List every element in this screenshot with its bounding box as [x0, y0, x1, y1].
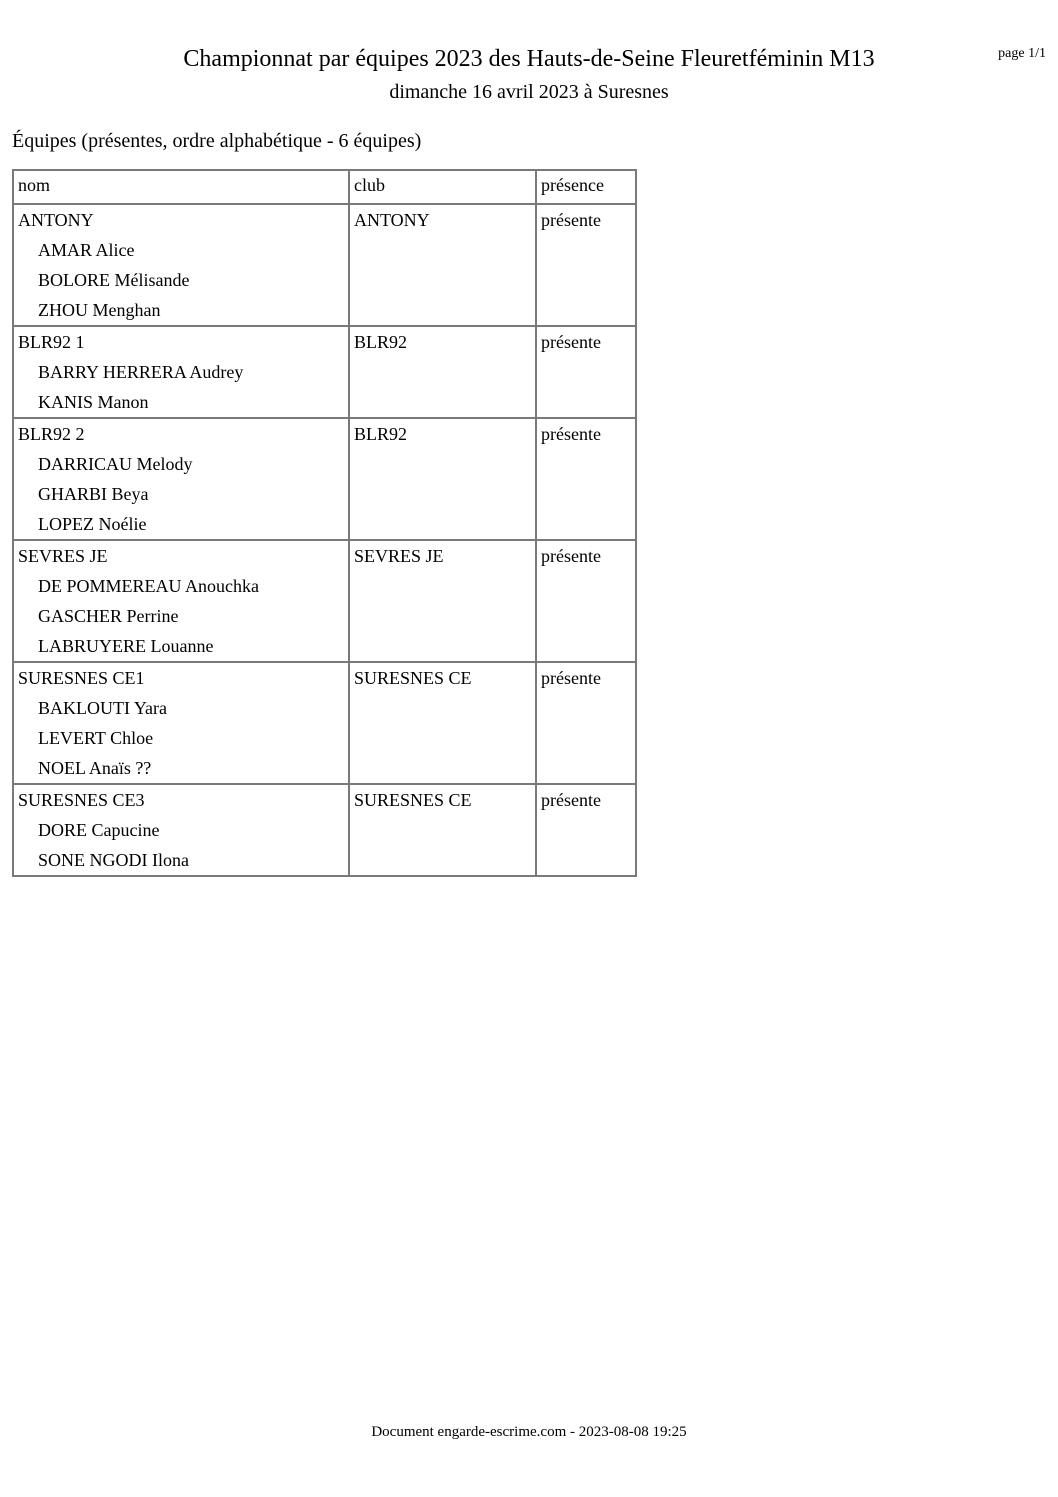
column-header-presence: présence [536, 170, 636, 204]
team-member: BOLORE Mélisande [38, 270, 190, 290]
team-cell [13, 418, 349, 540]
document-subtitle: dimanche 16 avril 2023 à Suresnes [389, 81, 669, 103]
document-title: Championnat par équipes 2023 des Hauts-de-Seine Fleuretféminin M13 [183, 46, 875, 72]
team-cell [13, 540, 349, 662]
team-member: GASCHER Perrine [38, 606, 179, 626]
team-cell [13, 204, 349, 326]
team-name: BLR92 1 [18, 332, 85, 352]
team-club: ANTONY [349, 204, 536, 326]
team-member: DARRICAU Melody [38, 454, 193, 474]
table-row [13, 418, 636, 540]
team-presence: présente [536, 326, 636, 418]
team-member: GHARBI Beya [38, 484, 149, 504]
team-member: AMAR Alice [38, 240, 135, 260]
table-row [13, 326, 636, 418]
team-name: SURESNES CE1 [18, 668, 145, 688]
team-cell [13, 662, 349, 784]
team-member: BAKLOUTI Yara [38, 698, 167, 718]
team-name: SEVRES JE [18, 546, 108, 566]
team-club: SURESNES CE [349, 662, 536, 784]
team-club: SURESNES CE [349, 784, 536, 876]
table-row [13, 784, 636, 876]
team-presence: présente [536, 540, 636, 662]
team-member: KANIS Manon [38, 392, 149, 412]
team-member: LABRUYERE Louanne [38, 636, 214, 656]
team-club: BLR92 [349, 418, 536, 540]
team-club: BLR92 [349, 326, 536, 418]
team-presence: présente [536, 418, 636, 540]
team-member: ZHOU Menghan [38, 300, 161, 320]
team-presence: présente [536, 784, 636, 876]
team-cell [13, 326, 349, 418]
table-row [13, 540, 636, 662]
table-header-row [13, 170, 636, 204]
table-row [13, 662, 636, 784]
team-club: SEVRES JE [349, 540, 536, 662]
teams-table [12, 169, 637, 877]
team-member: DORE Capucine [38, 820, 160, 840]
column-header-nom: nom [13, 170, 349, 204]
column-header-club: club [349, 170, 536, 204]
section-title: Équipes (présentes, ordre alphabétique - 6 équipes) [12, 130, 422, 152]
team-name: SURESNES CE3 [18, 790, 145, 810]
footer-text: Document engarde-escrime.com - 2023-08-08 19:25 [371, 1424, 687, 1440]
table-row [13, 204, 636, 326]
team-name: ANTONY [18, 210, 94, 230]
team-member: BARRY HERRERA Audrey [38, 362, 244, 382]
team-presence: présente [536, 662, 636, 784]
team-member: DE POMMEREAU Anouchka [38, 576, 259, 596]
team-name: BLR92 2 [18, 424, 85, 444]
team-cell [13, 784, 349, 876]
team-presence: présente [536, 204, 636, 326]
page-number: page 1/1 [998, 46, 1046, 61]
team-member: LEVERT Chloe [38, 728, 154, 748]
team-member: SONE NGODI Ilona [38, 850, 189, 870]
team-member: NOEL Anaïs ?? [38, 758, 152, 778]
team-member: LOPEZ Noélie [38, 514, 147, 534]
